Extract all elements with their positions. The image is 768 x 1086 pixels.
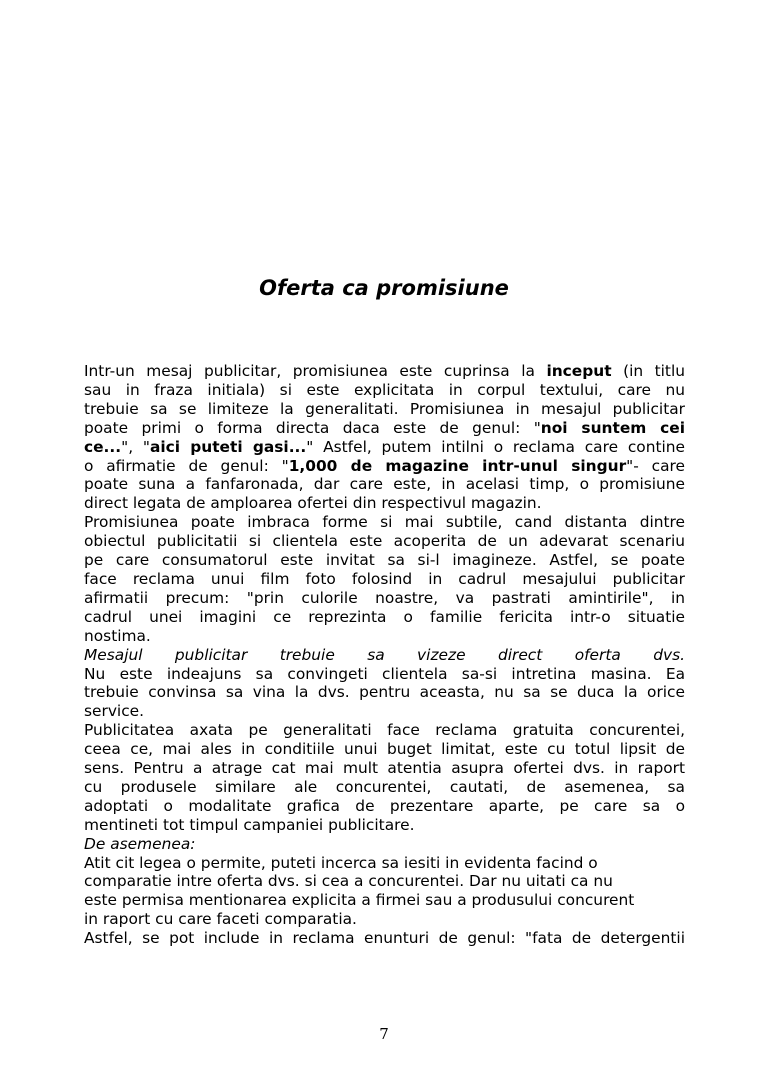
text-run: Publicitatea axata pe generalitati face reclama gratuita concurentei, (84, 721, 685, 740)
text-run: face reclama unui film foto folosind in cadrul mesajului publicitar (84, 569, 685, 588)
text-line (84, 381, 685, 400)
text-line (84, 797, 685, 816)
page-number: 7 (379, 1025, 389, 1043)
text-line (84, 362, 685, 381)
text-line (84, 683, 685, 702)
text-line (84, 475, 685, 494)
text-line (84, 929, 685, 948)
text-run: De asemenea: (84, 834, 196, 853)
text-run: mentineti tot timpul campaniei publicitare. (84, 815, 415, 834)
text-run: "- care (626, 456, 685, 475)
text-line (84, 778, 685, 797)
text-run: Mesajul publicitar trebuie sa vizeze direct oferta dvs. (84, 645, 685, 664)
text-line (84, 589, 685, 608)
text-run: service. (84, 702, 145, 721)
text-run: trebuie sa se limiteze la generalitati. Promisiunea in mesajul publicitar (84, 399, 685, 418)
text-line (84, 872, 685, 891)
text-line (84, 759, 685, 778)
text-line (84, 891, 685, 910)
text-run: ", " (121, 437, 150, 456)
text-line (84, 551, 685, 570)
text-run: Atit cit legea o permite, puteti incerca sa iesiti in evidenta facind o (84, 853, 598, 872)
bold-text: ce... (84, 437, 122, 456)
text-run: in raport cu care faceti comparatia. (84, 910, 357, 929)
text-line (84, 419, 685, 438)
bold-text: noi suntem cei (540, 418, 685, 437)
text-run: o afirmatie de genul: " (84, 456, 289, 475)
text-line (84, 570, 685, 589)
text-run: Promisiunea poate imbraca forme si mai subtile, cand distanta dintre (84, 513, 685, 532)
text-line (84, 513, 685, 532)
text-run: cadrul unei imagini ce reprezinta o familie fericita intr-o situatie (84, 607, 685, 626)
text-run: pe care consumatorul este invitat sa si-l imagineze. Astfel, se poate (84, 551, 685, 570)
bold-text: 1,000 de magazine intr-unul singur (288, 456, 627, 475)
text-run: trebuie convinsa sa vina la dvs. pentru aceasta, nu sa se duca la orice (84, 683, 685, 702)
text-line (84, 721, 685, 740)
text-run: direct legata de amploarea ofertei din respectivul magazin. (84, 494, 542, 513)
text-line (84, 910, 685, 929)
text-line (84, 608, 685, 627)
text-line (84, 816, 685, 835)
text-line (84, 438, 685, 457)
text-run: adoptati o modalitate grafica de prezentare aparte, pe care sa o (84, 796, 685, 815)
text-line (84, 400, 685, 419)
text-run: obiectul publicitatii si clientela este acoperita de un adevarat scenariu (84, 532, 685, 551)
text-line (84, 835, 685, 854)
text-line (84, 457, 685, 476)
text-line (84, 494, 685, 513)
text-run: este permisa mentionarea explicita a firmei sau a produsului concurent (84, 891, 635, 910)
text-run: Astfel, se pot include in reclama enunturi de genul: "fata de detergentii (84, 929, 685, 948)
text-line (84, 532, 685, 551)
text-line (84, 702, 685, 721)
text-run: Intr-un mesaj publicitar, promisiunea este cuprinsa la (84, 362, 547, 380)
text-run: poate primi o forma directa daca este de genul: " (84, 418, 541, 437)
body-text (84, 362, 685, 948)
text-run: (in titlu (611, 362, 686, 380)
text-line (84, 665, 685, 684)
text-run: afirmatii precum: "prin culorile noastre, va pastrati amintirile", in (84, 588, 685, 607)
text-line (84, 854, 685, 873)
text-line (84, 627, 685, 646)
text-run: sau in fraza initiala) si este explicitata in corpul textului, care nu (84, 380, 685, 399)
text-line (84, 740, 685, 759)
bold-text: aici puteti gasi... (149, 437, 307, 456)
text-run: " Astfel, putem intilni o reclama care contine (306, 437, 685, 456)
text-line (84, 646, 685, 665)
text-run: sens. Pentru a atrage cat mai mult atentia asupra ofertei dvs. in raport (84, 759, 685, 778)
text-run: ceea ce, mai ales in conditiile unui buget limitat, este cu totul lipsit de (84, 740, 685, 759)
page-title: Oferta ca promisiune (259, 276, 509, 300)
text-run: comparatie intre oferta dvs. si cea a concurentei. Dar nu uitati ca nu (84, 872, 613, 891)
text-run: nostima. (84, 626, 151, 645)
text-run: cu produsele similare ale concurentei, cautati, de asemenea, sa (84, 777, 685, 796)
text-run: poate suna a fanfaronada, dar care este, in acelasi timp, o promisiune (84, 475, 685, 494)
bold-text: inceput (546, 362, 612, 380)
text-run: Nu este indeajuns sa convingeti clientela sa-si intretina masina. Ea (84, 664, 685, 683)
